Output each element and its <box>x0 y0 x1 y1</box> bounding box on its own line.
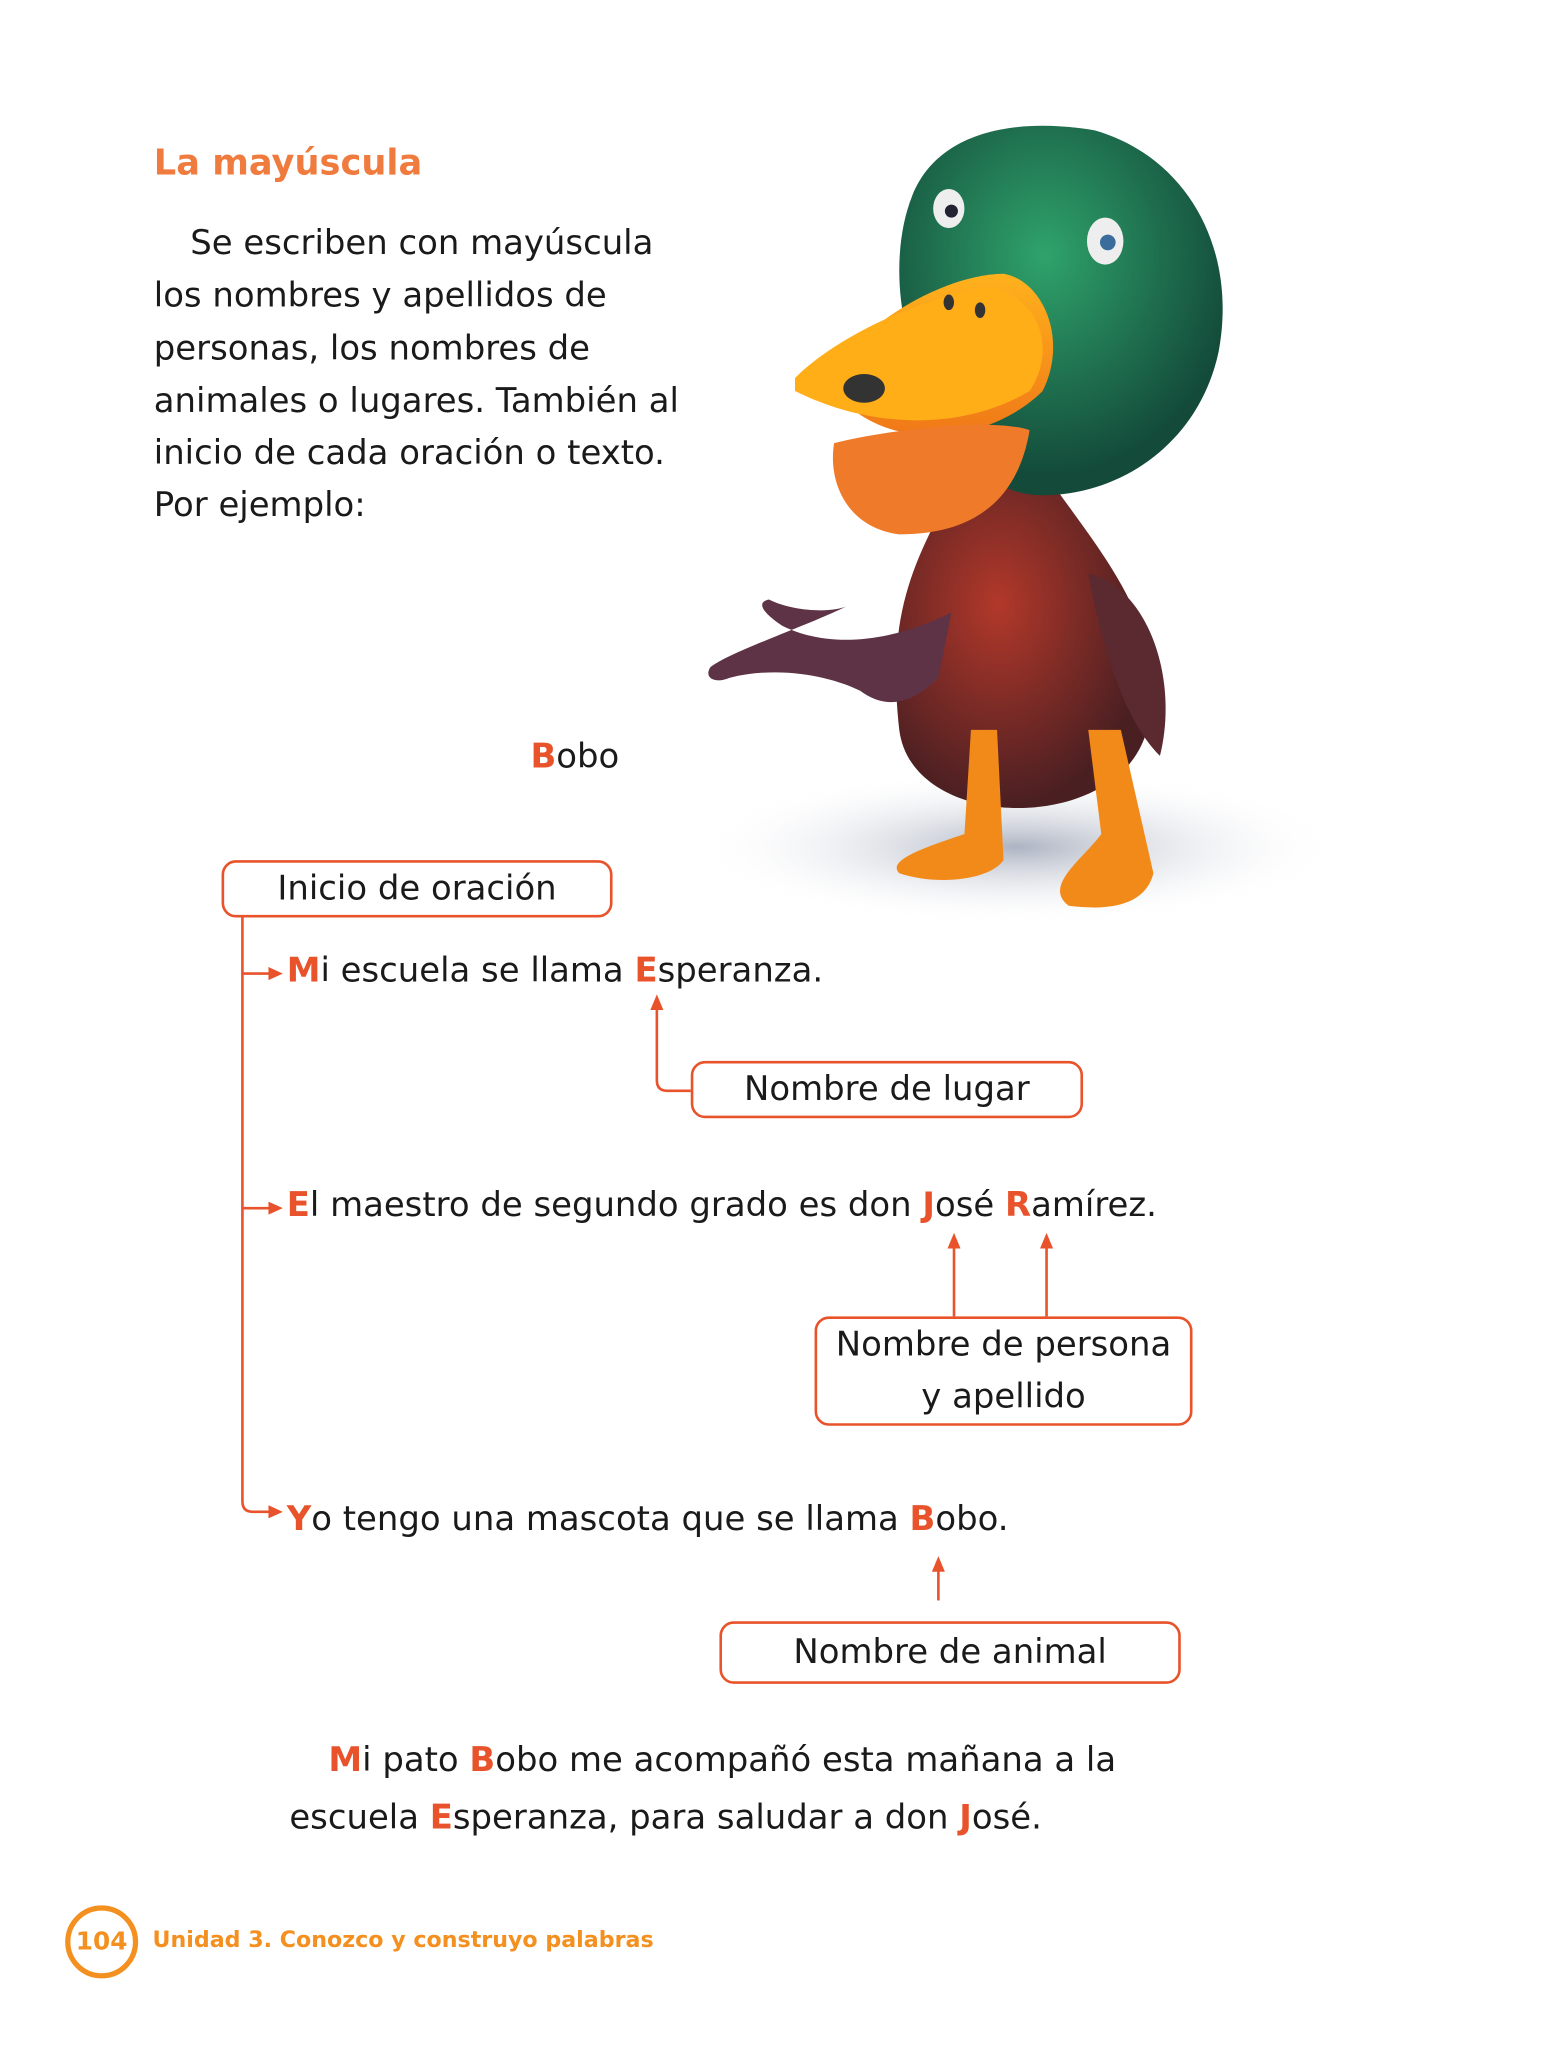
sentence-text: osé. <box>971 1798 1042 1838</box>
label-place-name <box>691 1061 1083 1118</box>
sentence-text: o tengo una mascota que se llama <box>311 1500 910 1540</box>
rule-paragraph <box>154 218 679 533</box>
arrow-up-icon <box>932 1556 945 1572</box>
label-sentence-start <box>222 860 613 917</box>
example-sentence-3 <box>287 1500 1009 1539</box>
arrow-right-icon <box>268 967 282 980</box>
connector-place <box>657 1006 691 1091</box>
paragraph-line: animales o lugares. También al <box>153 381 679 421</box>
unit-title: Unidad 3. Conozco y construyo palabras <box>152 1927 654 1954</box>
label-text: obo <box>556 737 620 777</box>
sentence-text: obo. <box>935 1500 1009 1540</box>
capital-letter: J <box>922 1186 936 1226</box>
paragraph-line: Por ejemplo: <box>153 486 366 526</box>
duck-name-label <box>530 738 619 777</box>
capital-letter: R <box>1005 1186 1032 1226</box>
sentence-text: osé <box>935 1186 1006 1226</box>
arrow-right-icon <box>268 1505 282 1518</box>
label-text: Inicio de oración <box>277 869 557 909</box>
closing-line-2 <box>289 1799 1042 1838</box>
capital-letter: E <box>429 1798 453 1838</box>
sentence-text: amírez. <box>1031 1186 1157 1226</box>
paragraph-line: personas, los nombres de <box>153 329 591 369</box>
sentence-text: l maestro de segundo grado es don <box>309 1186 923 1226</box>
capital-letter: B <box>469 1741 496 1781</box>
sentence-text: speranza. <box>657 951 824 991</box>
capital-letter: B <box>909 1500 936 1540</box>
label-text: Nombre de lugar <box>744 1070 1030 1110</box>
capital-letter: B <box>530 737 557 777</box>
section-title: La mayúscula <box>153 143 423 184</box>
closing-line-1 <box>328 1741 1116 1780</box>
page-number <box>65 1905 138 1978</box>
label-person-name <box>815 1316 1193 1425</box>
page-number-text: 104 <box>75 1927 128 1957</box>
sentence-text: i pato <box>362 1741 470 1781</box>
arrow-up-icon <box>947 1233 960 1249</box>
label-text: Nombre de persona <box>835 1325 1172 1365</box>
capital-letter: E <box>634 951 658 991</box>
capital-letter: M <box>286 951 321 991</box>
sentence-text: i escuela se llama <box>320 951 635 991</box>
arrow-up-icon <box>1040 1233 1053 1249</box>
sentence-text: obo me acompañó esta mañana a la <box>495 1741 1117 1781</box>
paragraph-line: inicio de cada oración o texto. <box>153 434 665 474</box>
paragraph-line: los nombres y apellidos de <box>153 276 607 316</box>
label-text: Nombre de animal <box>793 1633 1107 1673</box>
arrow-up-icon <box>650 994 663 1010</box>
sentence-text: speranza, para saludar a don <box>452 1798 960 1838</box>
example-sentence-1 <box>287 951 823 990</box>
capital-letter: M <box>328 1741 363 1781</box>
example-sentence-2 <box>287 1186 1157 1225</box>
capital-letter: Y <box>286 1500 312 1540</box>
connector-main <box>242 918 273 1512</box>
arrow-right-icon <box>268 1202 282 1215</box>
paragraph-line: Se escriben con mayúscula <box>190 224 654 264</box>
label-text: y apellido <box>921 1377 1086 1417</box>
capital-letter: J <box>959 1798 972 1838</box>
label-animal-name <box>719 1621 1180 1684</box>
capital-letter: E <box>286 1186 310 1226</box>
sentence-text: escuela <box>289 1798 430 1838</box>
